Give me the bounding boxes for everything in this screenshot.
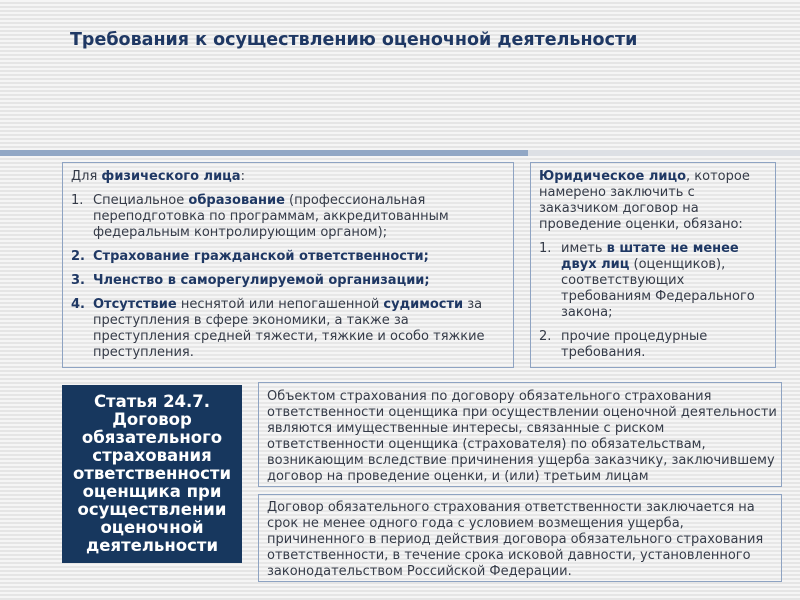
list-item bbox=[71, 193, 499, 241]
text-segment: Специальное bbox=[93, 193, 189, 208]
list-item-text bbox=[561, 241, 761, 321]
list-item-text bbox=[93, 273, 499, 289]
list-item bbox=[539, 241, 761, 321]
list-item-text bbox=[561, 329, 761, 361]
insurance-object-box bbox=[258, 382, 782, 487]
list-item bbox=[539, 329, 761, 361]
emphasis-segment: образование bbox=[188, 193, 285, 208]
insurance-term-text: Договор обязательного страхования ответственности заключается на срок не менее одного года с условием возмещения ущерба, причиненного в период действия договора обязательного страхования ответственности, в течение срока исковой давности, установленного законодательством Российской Федерации. bbox=[267, 500, 764, 579]
list-item bbox=[71, 273, 499, 289]
emphasis-segment: Отсутствие bbox=[93, 297, 177, 312]
intro-text: : bbox=[240, 169, 245, 184]
slide-title: Требования к осуществлению оценочной деятельности bbox=[70, 30, 638, 50]
article-title: Договор обязательного страхования ответственности оценщика при осуществлении оценочной деятельности bbox=[72, 410, 232, 555]
list-item-text bbox=[93, 297, 499, 361]
individual-intro bbox=[71, 169, 499, 185]
emphasis-segment: в штате не менее двух лиц bbox=[561, 241, 739, 272]
article-number: Статья 24.7. bbox=[93, 392, 211, 411]
insurance-text-column bbox=[258, 382, 782, 582]
list-number: 3. bbox=[71, 273, 85, 288]
list-number: 1. bbox=[539, 241, 552, 256]
emphasis-segment: Страхование гражданской ответственности; bbox=[93, 249, 429, 264]
insurance-term-box bbox=[258, 494, 782, 582]
intro-emphasis: Юридическое лицо bbox=[539, 169, 687, 184]
intro-text: Для bbox=[71, 169, 102, 184]
emphasis-segment: Членство в саморегулируемой организации; bbox=[93, 273, 430, 288]
list-item bbox=[71, 297, 499, 361]
insurance-object-text: Объектом страхования по договору обязательного страхования ответственности оценщика при осуществлении оценочной деятельности являются имущественные интересы, связанные с риском ответственности оценщика (страхователя) по обязательствам, возникающим вследствие причинения ущерба заказчику, заключившему договор на проведение оценки, и (или) третьим лицам bbox=[267, 389, 777, 484]
list-item-text bbox=[93, 249, 499, 265]
list-number: 1. bbox=[71, 193, 84, 208]
intro-text: , которое намерено заключить с заказчиком договор на проведение оценки, обязано: bbox=[539, 169, 750, 232]
individual-requirements-box bbox=[62, 162, 514, 368]
list-item bbox=[71, 249, 499, 265]
list-number: 2. bbox=[539, 329, 552, 344]
text-segment: иметь bbox=[561, 241, 607, 256]
text-segment: прочие процедурные требования. bbox=[561, 329, 708, 360]
legal-entity-requirements-box bbox=[530, 162, 776, 368]
text-segment: (оценщиков), соответствующих требованиям Федерального закона; bbox=[561, 257, 755, 320]
divider-bar-light bbox=[528, 150, 800, 156]
legal-entity-intro bbox=[539, 169, 761, 233]
list-number: 2. bbox=[71, 249, 85, 264]
list-item-text bbox=[93, 193, 499, 241]
emphasis-segment: судимости bbox=[383, 297, 464, 312]
divider-bar-accent bbox=[0, 150, 528, 156]
text-segment: за преступления в сфере экономики, а также за преступления средней тяжести, тяжкие и особо тяжкие преступления. bbox=[93, 297, 485, 360]
intro-emphasis: физического лица bbox=[101, 169, 241, 184]
text-segment: неснятой или непогашенной bbox=[176, 297, 384, 312]
article-reference-box bbox=[62, 385, 242, 563]
text-segment: (профессиональная переподготовка по программам, аккредитованным федеральным контролирующим органом); bbox=[93, 193, 449, 240]
list-number: 4. bbox=[71, 297, 85, 312]
